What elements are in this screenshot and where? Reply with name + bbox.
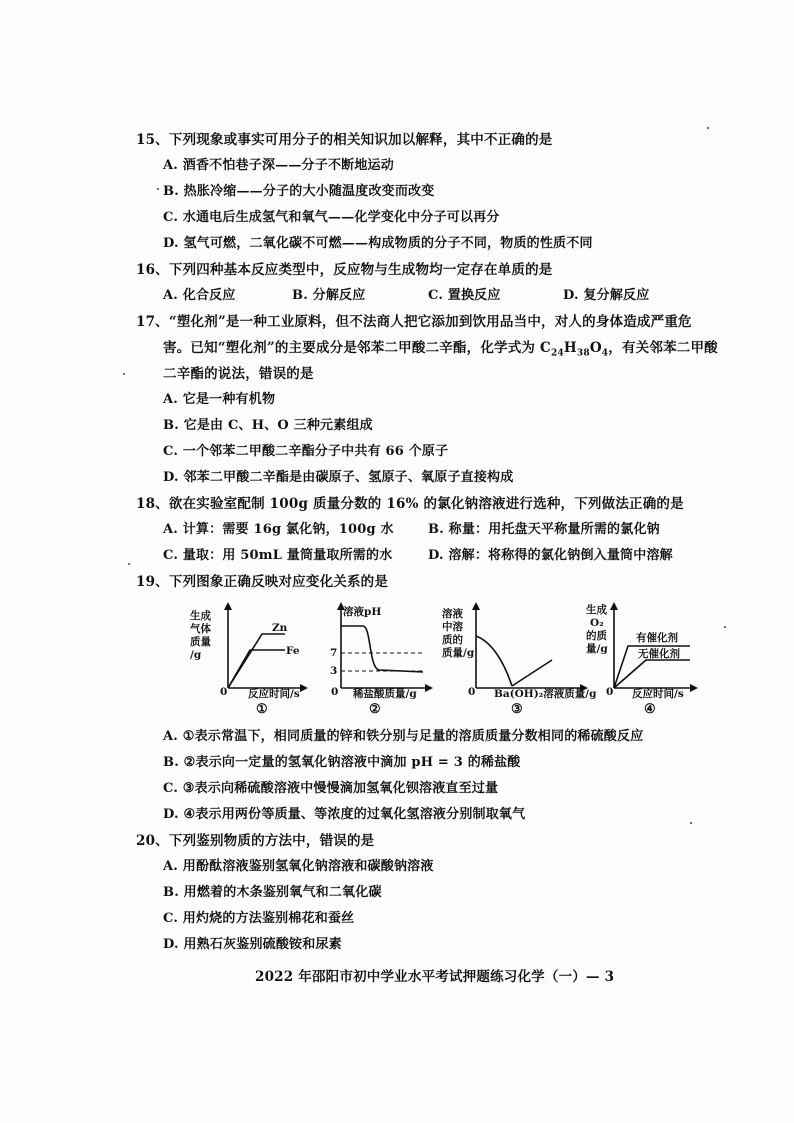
graph-4 — [580, 602, 700, 720]
graph-1-origin: 0 — [220, 686, 228, 698]
question-20-option-b: B. 用燃着的木条鉴别氧气和二氧化碳 — [163, 885, 382, 900]
question-20-stem: 20、下列鉴别物质的方法中，错误的是 — [136, 833, 375, 849]
graph-1-zn-line — [228, 634, 285, 688]
graph-4-y-arrow — [610, 602, 618, 610]
scan-speck — [157, 188, 159, 190]
question-18-option-d: D. 溶解：将称得的氯化钠倒入量筒中溶解 — [428, 548, 673, 563]
question-18-stem: 18、欲在实验室配制 100g 质量分数的 16% 的氯化钠溶液进行选种，下列做法正确的是 — [136, 496, 684, 512]
graph-1 — [190, 602, 310, 720]
graph-2-x-arrow — [425, 684, 433, 692]
formula-subscript-c: 24 — [550, 348, 564, 359]
graph-1-series-fe: Fe — [286, 645, 300, 657]
graph-3-y-label: 溶液 中溶 质的 质量/g — [442, 608, 475, 659]
graph-2-y-label: 溶液pH — [343, 606, 382, 618]
page-footer: 2022 年邵阳市初中学业水平考试押题练习化学（一）— 3 — [255, 969, 615, 985]
graph-2-tick-3: 3 — [330, 665, 338, 677]
graph-1-series-zn: Zn — [272, 622, 288, 634]
graph-4-x-arrow — [690, 684, 698, 692]
graph-2-ph-curve — [341, 626, 423, 672]
question-17-stem-line2 — [163, 338, 718, 364]
question-17-option-a: A. 它是一种有机物 — [163, 392, 276, 407]
question-19-option-c: C. ③表示向稀硫酸溶液中慢慢滴加氢氧化钡溶液直至过量 — [163, 781, 499, 796]
graph-4-number: ④ — [644, 702, 656, 717]
question-17-option-c: C. 一个邻苯二甲酸二辛酯分子中共有 66 个原子 — [163, 444, 449, 459]
formula-h: H — [563, 340, 577, 356]
graph-4-y-label: 生成 O₂ 的质 量/g — [586, 604, 608, 655]
graph-2-origin: 0 — [331, 686, 339, 698]
graph-1-x-label: 反应时间/s — [248, 688, 300, 700]
formula-subscript-h: 38 — [576, 348, 590, 359]
graph-3-origin: 0 — [468, 686, 476, 698]
graph-3-increase-line — [512, 660, 552, 686]
graph-2-tick-7: 7 — [330, 647, 338, 659]
question-15-option-c: C. 水通电后生成氢气和氧气——化学变化中分子可以再分 — [163, 210, 500, 225]
question-15-option-d: D. 氢气可燃，二氧化碳不可燃——构成物质的分子不同，物质的性质不同 — [163, 236, 593, 251]
scan-speck — [707, 127, 709, 129]
question-18-option-c: C. 量取：用 50mL 量筒量取所需的水 — [163, 548, 393, 563]
graph-3-x-label: Ba(OH)₂溶液质量/g — [494, 688, 597, 700]
question-19-stem: 19、下列图象正确反映对应变化关系的是 — [136, 574, 389, 590]
question-19-option-d: D. ④表示用两份等质量、等浓度的过氧化氢溶液分别制取氧气 — [163, 807, 526, 822]
graph-2-x-label: 稀盐酸质量/g — [353, 688, 417, 700]
question-19-option-b: B. ②表示向一定量的氢氧化钠溶液中滴加 pH = 3 的稀盐酸 — [163, 755, 521, 770]
question-17-option-b: B. 它是由 C、H、O 三种元素组成 — [163, 418, 373, 433]
question-16-option-d: D. 复分解反应 — [563, 288, 650, 303]
question-16-option-b: B. 分解反应 — [292, 288, 366, 303]
graph-4-origin: 0 — [606, 686, 614, 698]
scan-speck — [724, 626, 726, 628]
question-15-option-b: B. 热胀冷缩——分子的大小随温度改变而改变 — [163, 184, 435, 199]
question-17-option-d: D. 邻苯二甲酸二辛酯是由碳原子、氢原子、氧原子直接构成 — [163, 470, 514, 485]
graph-1-number: ① — [256, 702, 268, 717]
question-19-option-a: A. ①表示常温下，相同质量的锌和铁分别与足量的溶质质量分数相同的稀硫酸反应 — [163, 729, 644, 744]
graph-1-y-label: 生成 气体 质量 /g — [190, 610, 211, 661]
question-16-stem: 16、下列四种基本反应类型中，反应物与生成物均一定存在单质的是 — [136, 262, 553, 278]
graph-4-no-catalyst-line — [614, 660, 690, 688]
formula-subscript-o: 4 — [601, 348, 609, 359]
question-17-stem-line3: 二辛酯的说法，错误的是 — [163, 366, 314, 382]
question-15-stem: 15、下列现象或事实可用分子的相关知识加以解释，其中不正确的是 — [136, 132, 553, 148]
scan-speck — [128, 563, 130, 565]
graph-2 — [325, 602, 435, 720]
question-16-option-c: C. 置换反应 — [428, 288, 501, 303]
formula-prefix: 害。已知“塑化剂”的主要成分是邻苯二甲酸二辛酯，化学式为 C — [163, 340, 551, 356]
question-20-option-c: C. 用灼烧的方法鉴别棉花和蚕丝 — [163, 911, 355, 926]
graph-3-decrease-curve — [476, 636, 512, 686]
question-20-option-d: D. 用熟石灰鉴别硫酸铵和尿素 — [163, 937, 342, 952]
graph-3-number: ③ — [511, 702, 523, 717]
graph-4-x-label: 反应时间/s — [632, 688, 684, 700]
graph-4-series-catalyst: 有催化剂 — [636, 632, 678, 644]
question-15-option-a: A. 酒香不怕巷子深——分子不断地运动 — [163, 158, 394, 173]
graph-1-x-arrow — [300, 684, 308, 692]
scan-speck — [123, 373, 125, 375]
question-20-option-a: A. 用酚酞溶液鉴别氢氧化钠溶液和碳酸钠溶液 — [163, 859, 434, 874]
question-16-option-a: A. 化合反应 — [163, 288, 236, 303]
question-18-option-a: A. 计算：需要 16g 氯化钠，100g 水 — [163, 522, 394, 537]
formula-suffix: ，有关邻苯二甲酸 — [608, 340, 718, 356]
graph-1-y-arrow — [224, 602, 232, 610]
scan-speck — [690, 822, 692, 824]
graph-2-number: ② — [369, 702, 381, 717]
formula-o: O — [589, 340, 602, 356]
graph-1-fe-line — [228, 650, 285, 688]
question-18-option-b: B. 称量：用托盘天平称量所需的氯化钠 — [428, 522, 660, 537]
question-17-stem-line1: 17、“塑化剂”是一种工业原料，但不法商人把它添加到饮用品当中，对人的身体造成严重危 — [136, 314, 692, 330]
graph-4-series-no-catalyst: 无催化剂 — [638, 648, 680, 660]
